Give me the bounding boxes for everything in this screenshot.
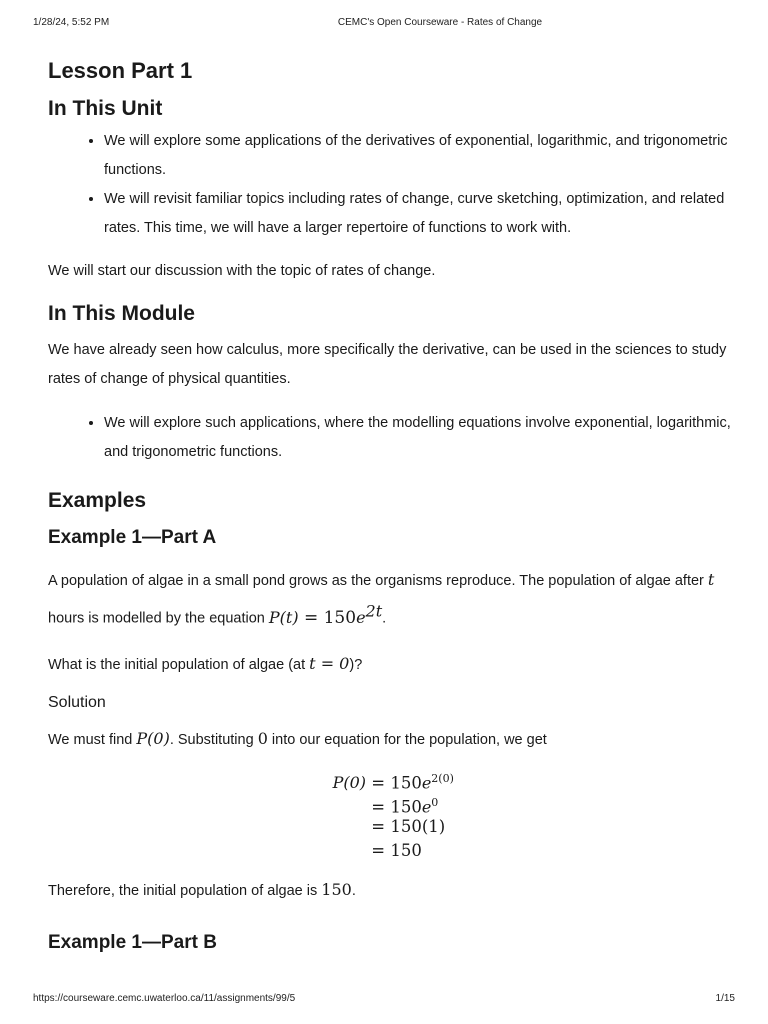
equation-line-rhs: = 150(1) xyxy=(371,816,446,836)
equation-lhs: P(t) xyxy=(268,607,299,627)
example-1a-question xyxy=(48,649,738,680)
solution-equation-block xyxy=(48,767,738,863)
equation-equals: = 150 xyxy=(298,607,357,628)
conclusion-value: 150 xyxy=(321,879,352,899)
population-equation xyxy=(268,601,383,628)
equation-line-rhs: = 150 xyxy=(371,773,422,793)
solution-heading: Solution xyxy=(48,693,106,711)
print-url: https://courseware.cemc.uwaterloo.ca/11/assignments/99/5 xyxy=(33,993,296,1004)
unit-bullet-list xyxy=(48,127,738,243)
solution-text-3: into our equation for the population, we get xyxy=(271,731,547,748)
print-date: 1/28/24, 5:52 PM xyxy=(33,17,110,28)
equation-exponent: 2t xyxy=(365,601,383,620)
equation-line xyxy=(330,815,445,839)
equation-line-rhs: = 150 xyxy=(371,797,422,817)
equation-e: e xyxy=(356,607,366,627)
module-heading: In This Module xyxy=(48,302,195,325)
print-header xyxy=(0,17,768,33)
print-page-title: CEMC's Open Courseware - Rates of Change xyxy=(337,17,543,28)
equation-line-rhs: = 150 xyxy=(371,840,422,860)
solution-text-1: We must find xyxy=(48,731,133,748)
solution-math-p0: P(0) xyxy=(136,728,170,748)
unit-heading: In This Unit xyxy=(48,97,163,120)
conclusion-period: . xyxy=(351,882,356,899)
module-bullet: • We will explore such applications, where the modelling equations involve exponential, logarithmic, and trigonometric functions. xyxy=(104,409,738,467)
example-1a-statement xyxy=(48,565,738,634)
equation-line-lhs: P(0) xyxy=(332,773,366,793)
module-bullet-list xyxy=(48,409,738,467)
statement-period: . xyxy=(382,610,387,627)
equation-line xyxy=(330,839,422,863)
equation-line-e: e xyxy=(421,773,432,793)
module-intro-text: We have already seen how calculus, more specifically the derivative, can be used in the sciences to study rates of change of physical quantities. xyxy=(48,342,727,387)
solution-math-zero: 0 xyxy=(257,728,268,748)
var-t: t xyxy=(707,570,715,589)
question-text: What is the initial population of algae (at xyxy=(48,656,306,673)
unit-closing-text: We will start our discussion with the topic of rates of change. xyxy=(48,263,436,279)
examples-heading: Examples xyxy=(48,489,147,512)
example-1a-heading: Example 1—Part A xyxy=(48,527,217,548)
solution-conclusion xyxy=(48,875,738,906)
lesson-content xyxy=(48,52,738,956)
conclusion-text: Therefore, the initial population of algae is xyxy=(48,882,318,899)
equation-line-exponent: 2(0) xyxy=(431,771,454,785)
statement-text-2: hours is modelled by the equation xyxy=(48,610,265,627)
print-page-number: 1/15 xyxy=(715,993,735,1004)
unit-bullet: • We will revisit familiar topics including rates of change, curve sketching, optimization, and related rates. This time, we will have a larger repertoire of functions to work with. xyxy=(104,185,738,243)
equation-line-e: e xyxy=(421,797,432,817)
lesson-title: Lesson Part 1 xyxy=(48,58,193,83)
example-1b-heading: Example 1—Part B xyxy=(48,931,217,953)
unit-bullet: • We will explore some applications of the derivatives of exponential, logarithmic, and trigonometric functions. xyxy=(104,127,738,185)
question-end: )? xyxy=(349,656,363,673)
solution-text-2: . Substituting xyxy=(169,731,254,748)
statement-text-1: A population of algae in a small pond grows as the organisms reproduce. The population of algae after xyxy=(48,573,704,589)
equation-line-exponent: 0 xyxy=(431,795,439,809)
question-math: t = 0 xyxy=(309,653,350,673)
solution-text xyxy=(48,724,738,755)
